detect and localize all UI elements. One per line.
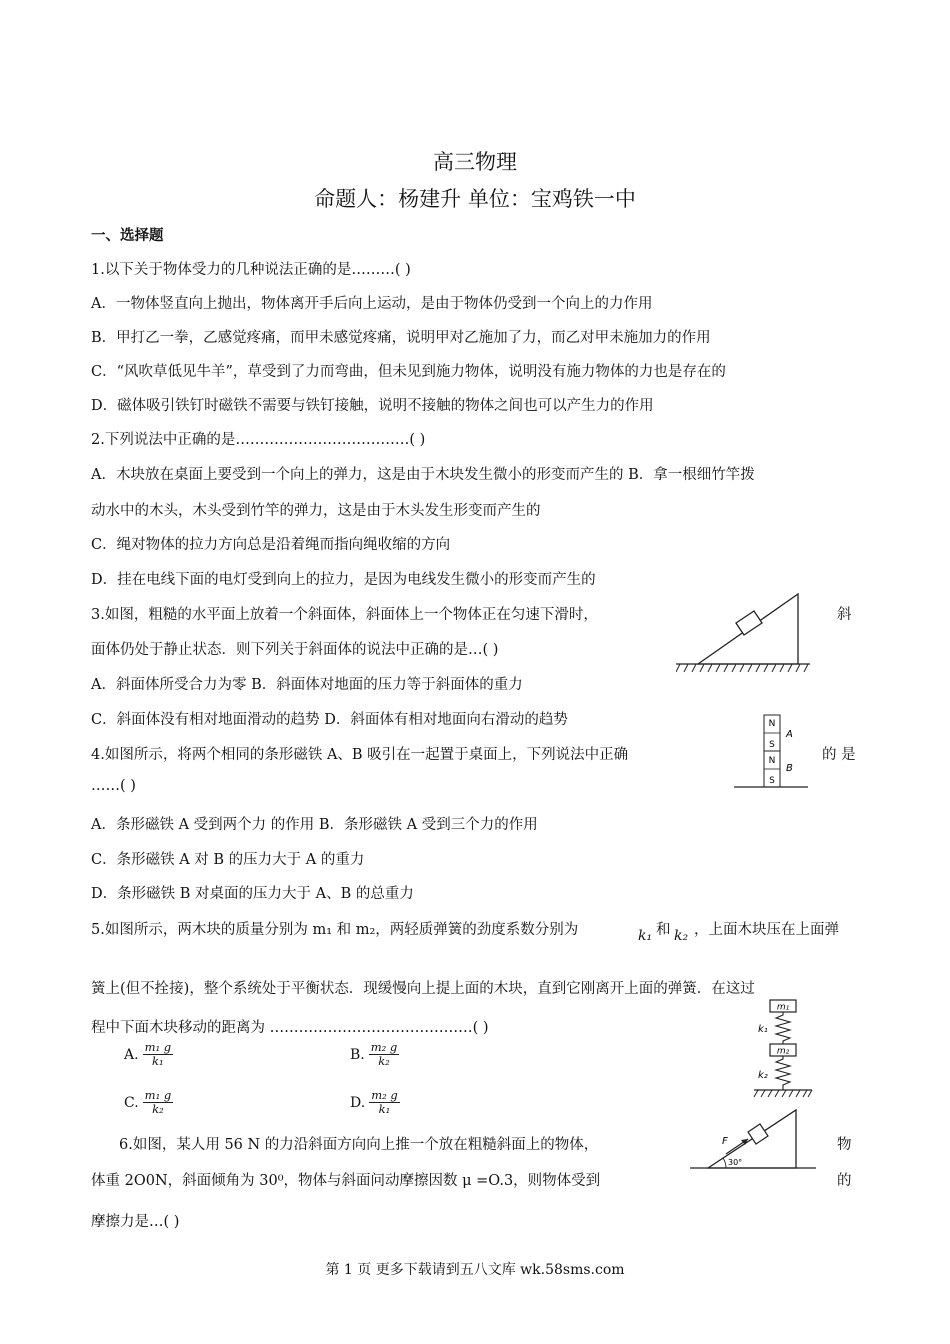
q2-option-ab-line1: A．木块放在桌面上要受到一个向上的弹力，这是由于木块发生微小的形变而产生的 B．拿一根细竹竿拨: [91, 467, 755, 483]
magnet-a-label: A: [786, 729, 793, 740]
q5-option-d-num: m₂ g: [371, 1088, 398, 1102]
q4-stem-line1-end: 的 是: [822, 747, 856, 763]
q5-option-d-label: D.: [350, 1094, 366, 1111]
magnet-b-label: B: [786, 763, 793, 774]
q4-stem-line2: ……( ): [91, 778, 136, 794]
page-title: 高三物理: [433, 150, 517, 174]
magnet-a-s-label: S: [769, 740, 775, 750]
q5-option-b: [350, 1041, 399, 1068]
q5-option-c-num: m₁ g: [144, 1088, 172, 1102]
q6-stem-line1-end: 物: [837, 1137, 852, 1153]
q3-option-ab: A．斜面体所受合力为零 B．斜面体对地面的压力等于斜面体的重力: [91, 677, 523, 693]
q4-option-c: C．条形磁铁 A 对 B 的压力大于 A 的重力: [91, 852, 365, 868]
q5-stem-line2: 簧上(但不拴接)，整个系统处于平衡状态．现缓慢向上提上面的木块，直到它刚离开上面的弹簧．在这过: [91, 981, 755, 997]
q3-stem-line1: 3.如图，粗糙的水平面上放着一个斜面体，斜面体上一个物体正在匀速下滑时，: [91, 607, 598, 623]
q6-stem-line3: 摩擦力是…( ): [91, 1214, 180, 1230]
q5-option-b-num: m₂ g: [370, 1040, 398, 1054]
q5-option-a-label: A.: [124, 1046, 139, 1063]
q1-stem: 1.以下关于物体受力的几种说法正确的是………( ): [91, 262, 411, 278]
q4-stem-line1: 4.如图所示，将两个相同的条形磁铁 A、B 吸引在一起置于桌面上，下列说法中正确: [91, 747, 629, 763]
q5-stem-part2: ，上面木块压在上面弹: [694, 922, 839, 938]
q5-option-a: [124, 1041, 173, 1068]
q2-stem: 2.下列说法中正确的是………………………………( ): [91, 432, 426, 448]
push-incline-figure: [690, 1106, 818, 1172]
block-m1-label: m₁: [776, 1002, 790, 1013]
q3-option-cd: C．斜面体没有相对地面滑动的趋势 D．斜面体有相对地面向右滑动的趋势: [91, 712, 568, 728]
q2-option-c: C．绳对物体的拉力方向总是沿着绳而指向绳收缩的方向: [91, 537, 451, 553]
page-footer: 第 1 页 更多下载请到五八文库 wk.58sms.com: [325, 1262, 625, 1278]
q6-stem-line2: 体重 2O0N，斜面倾角为 30⁰，物体与斜面问动摩擦因数 μ =O.3，则物体受到: [91, 1173, 601, 1189]
springs-figure: [748, 998, 814, 1102]
q1-option-b: B．甲打乙一拳，乙感觉疼痛，而甲未感觉疼痛，说明甲对乙施加了力，而乙对甲未施加力的作用: [91, 330, 711, 346]
magnet-a-n-label: N: [768, 719, 776, 729]
q5-stem-line3: 程中下面木块移动的距离为 ……………………………………( ): [91, 1020, 489, 1036]
q5-option-d-den: k₁: [378, 1102, 391, 1117]
angle-label: 30°: [728, 1158, 743, 1167]
q5-option-c-den: k₂: [152, 1102, 164, 1117]
q1-option-d: D．磁体吸引铁钉时磁铁不需要与铁钉接触，说明不接触的物体之间也可以产生力的作用: [91, 398, 654, 414]
q5-option-b-den: k₂: [378, 1054, 390, 1069]
q4-option-ab: A．条形磁铁 A 受到两个力 的作用 B．条形磁铁 A 受到三个力的作用: [91, 817, 538, 833]
incline-figure: [676, 586, 811, 678]
magnet-b-n-label: N: [768, 756, 776, 766]
q5-option-c-label: C.: [124, 1094, 139, 1111]
q5-option-b-label: B.: [350, 1046, 365, 1063]
q4-option-d: D．条形磁铁 B 对桌面的压力大于 A、B 的总重力: [91, 886, 414, 902]
q2-option-d: D．挂在电线下面的电灯受到向上的拉力，是因为电线发生微小的形变而产生的: [91, 572, 596, 588]
q3-stem-line1-end: 斜: [837, 607, 852, 623]
q5-and: 和: [656, 922, 671, 938]
q2-option-ab-line2: 动水中的木头，木头受到竹竿的弹力，这是由于木头发生形变而产生的: [91, 503, 541, 519]
block-m2-label: m₂: [776, 1046, 790, 1057]
page-subtitle: 命题人：杨建升 单位：宝鸡铁一中: [314, 187, 636, 211]
spring-k2-label: k₂: [758, 1070, 768, 1081]
q3-stem-line2: 面体仍处于静止状态．则下列关于斜面体的说法中正确的是…( ): [91, 642, 499, 658]
force-label: F: [722, 1136, 728, 1147]
q6-stem-line2-end: 的: [837, 1173, 852, 1189]
q5-option-d: [350, 1089, 400, 1116]
magnet-b-s-label: S: [769, 776, 775, 786]
q5-option-a-num: m₁ g: [144, 1040, 172, 1054]
q6-stem-line1: 6.如图，某人用 56 N 的力沿斜面方向向上推一个放在粗糙斜面上的物体，: [119, 1137, 599, 1153]
q1-option-a: A．一物体竖直向上抛出，物体离开手后向上运动，是由于物体仍受到一个向上的力作用: [91, 296, 653, 312]
q1-option-c: C．“风吹草低见牛羊”，草受到了力而弯曲，但未见到施力物体，说明没有施力物体的力也是存在的: [91, 364, 726, 380]
section-heading: 一、选择题: [91, 228, 164, 244]
q5-option-c: [124, 1089, 173, 1116]
q5-k2: k₂: [674, 928, 689, 944]
q5-k1: k₁: [638, 928, 653, 944]
spring-k1-label: k₁: [758, 1024, 768, 1035]
magnets-figure: [734, 711, 810, 791]
q5-stem-part1: 5.如图所示，两木块的质量分别为 m₁ 和 m₂，两轻质弹簧的劲度系数分别为: [91, 922, 579, 938]
q5-option-a-den: k₁: [152, 1054, 164, 1069]
